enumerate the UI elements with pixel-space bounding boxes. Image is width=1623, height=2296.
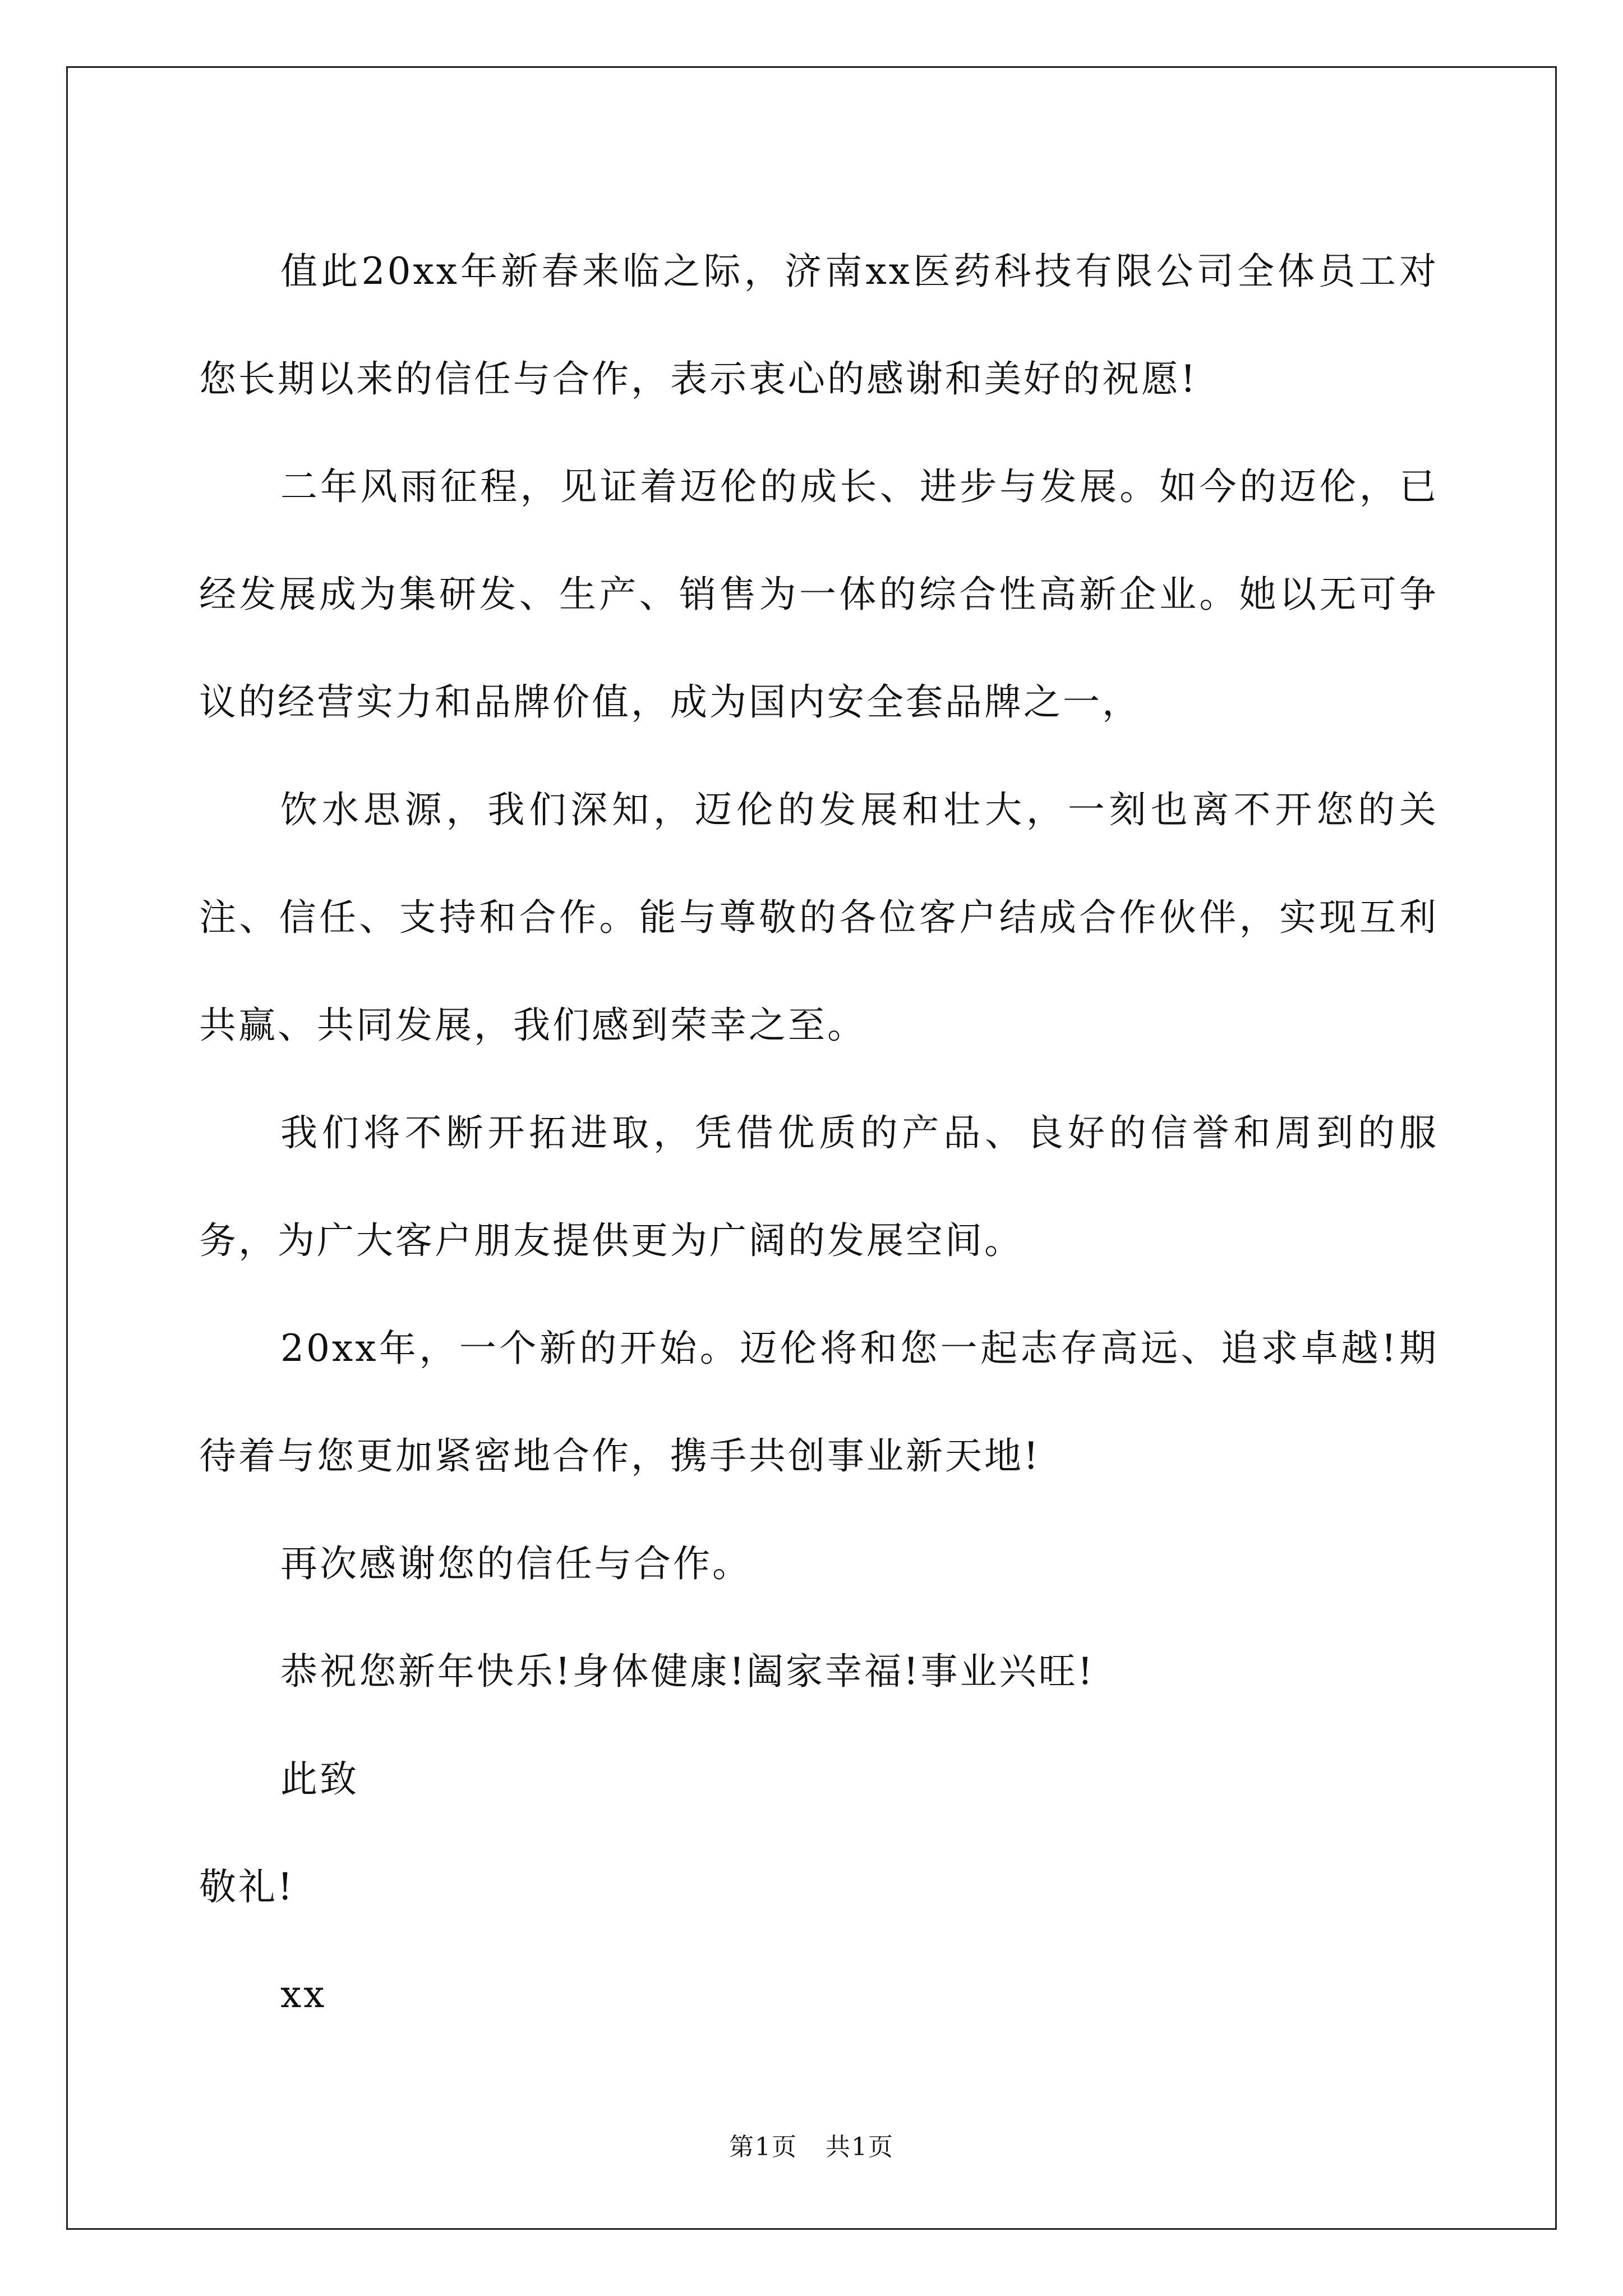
paragraph-wishes: 恭祝您新年快乐!身体健康!阖家幸福!事业兴旺! [280, 1650, 1095, 1693]
page-number-current: 第1页 [729, 2133, 797, 2161]
paragraph-gratitude: 饮水思源，我们深知，迈伦的发展和壮大，一刻也离不开您的关注、信任、支持和合作。能与尊敬的各位客户结成合作伙伴，实现互利共赢、共同发展，我们感到荣幸之至。 [199, 788, 1438, 1047]
letter-body [199, 218, 1438, 2049]
paragraph-thanks: 再次感谢您的信任与合作。 [280, 1542, 751, 1585]
page-footer [0, 2131, 1623, 2164]
paragraph-company-history: 二年风雨征程，见证着迈伦的成长、进步与发展。如今的迈伦，已经发展成为集研发、生产、销售为一体的综合性高新企业。她以无可争议的经营实力和品牌价值，成为国内安全套品牌之一， [199, 465, 1438, 724]
page-number-total: 共1页 [826, 2133, 894, 2161]
paragraph-commitment: 我们将不断开拓进取，凭借优质的产品、良好的信誉和周到的服务，为广大客户朋友提供更为广阔的发展空间。 [199, 1111, 1438, 1262]
signature: xx [280, 1973, 327, 2016]
paragraph-new-year: 20xx年，一个新的开始。迈伦将和您一起志存高远、追求卓越!期待着与您更加紧密地合作，携手共创事业新天地! [199, 1327, 1438, 1478]
closing-phrase: 此致 [280, 1757, 359, 1801]
paragraph-greeting: 值此20xx年新春来临之际，济南xx医药科技有限公司全体员工对您长期以来的信任与合作，表示衷心的感谢和美好的祝愿! [199, 250, 1438, 401]
salutation: 敬礼! [199, 1865, 295, 1908]
